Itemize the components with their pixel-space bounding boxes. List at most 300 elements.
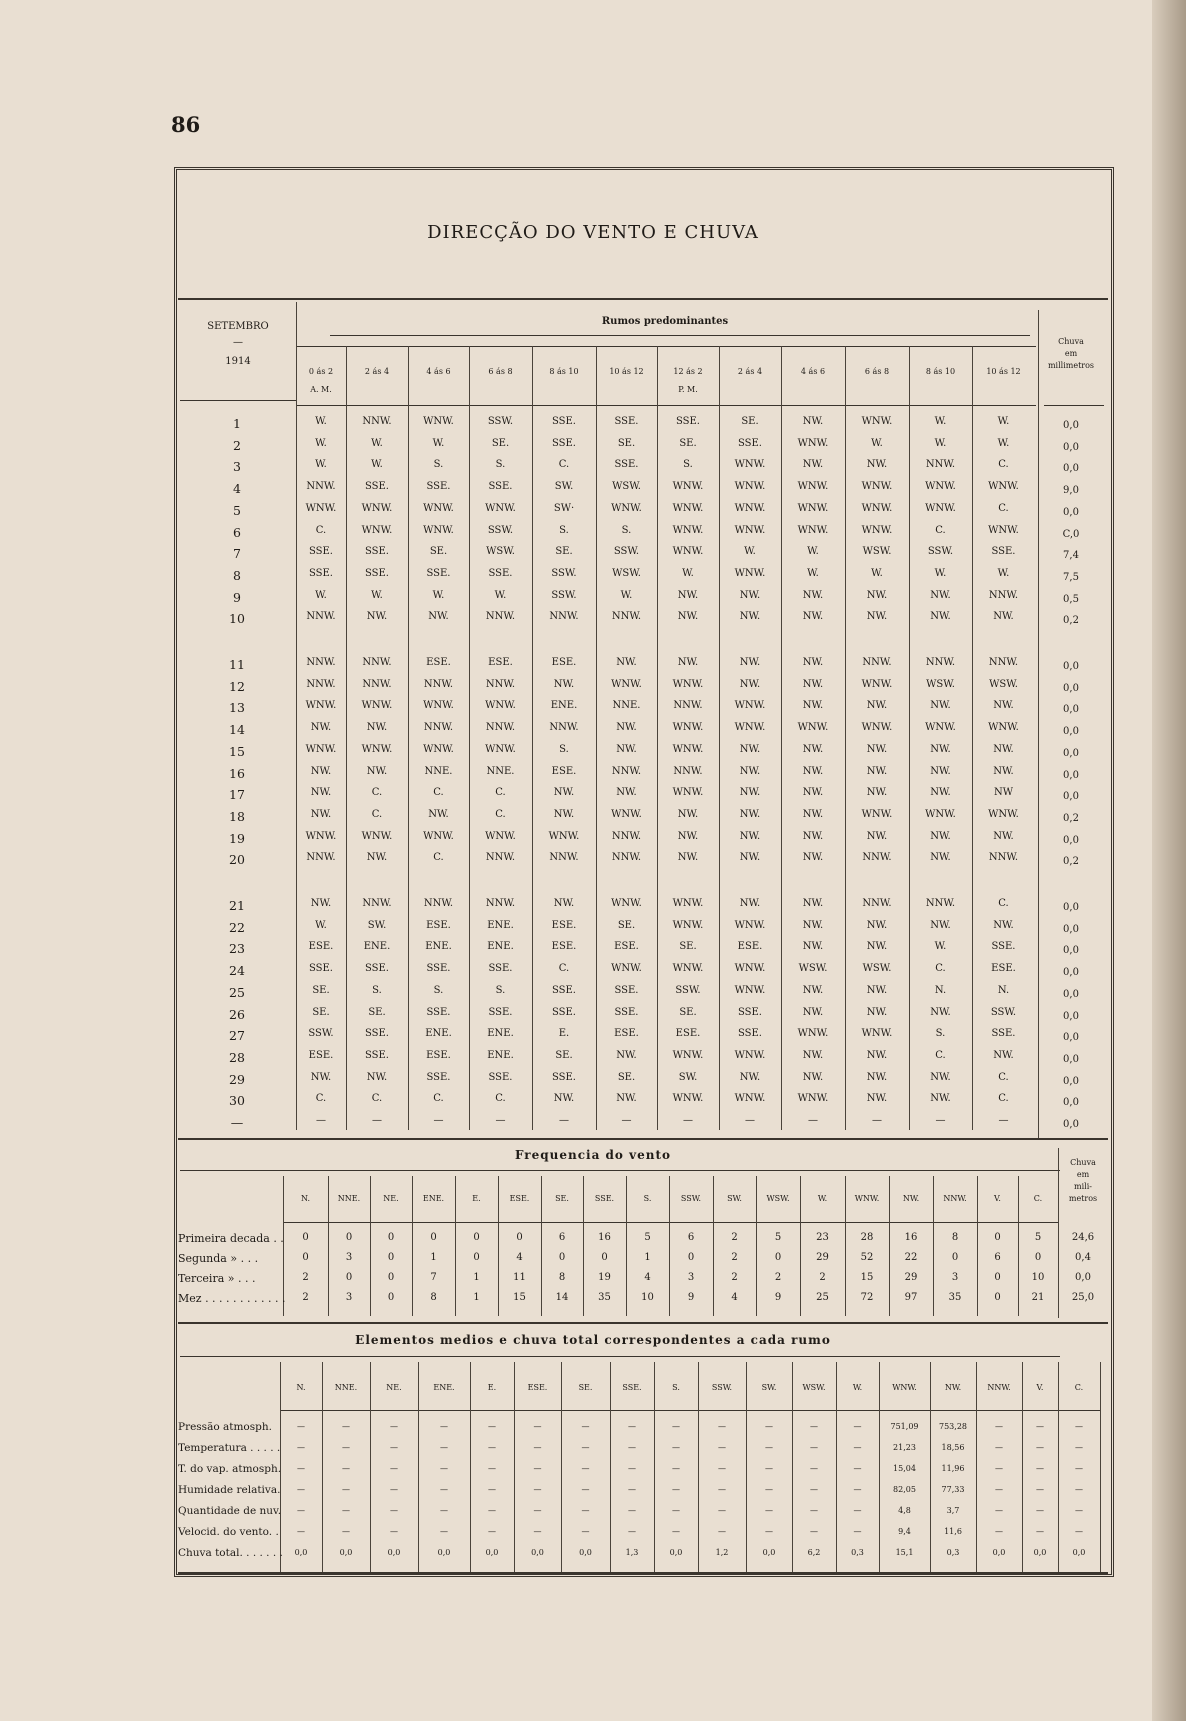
direction-cell: SSE. — [364, 481, 389, 493]
frequency-cell: 72 — [860, 1292, 874, 1303]
direction-cell: WNW. — [423, 524, 454, 536]
day-cell: 23 — [229, 941, 245, 957]
elements-cell: — — [810, 1443, 818, 1452]
direction-cell: NNW. — [611, 611, 642, 623]
direction-cell: NW. — [866, 830, 888, 842]
day-cell: 3 — [233, 459, 241, 475]
frequency-column-header: WNW. — [854, 1194, 880, 1203]
frequency-cell: 4 — [731, 1292, 738, 1303]
elements-cell: 0,0 — [762, 1548, 776, 1557]
direction-cell: W. — [871, 567, 883, 579]
elements-cell: — — [672, 1506, 680, 1515]
elements-cell: 82,05 — [893, 1485, 916, 1494]
direction-cell: C. — [315, 1093, 327, 1105]
day-cell: — — [230, 1115, 244, 1130]
direction-cell: NNW. — [988, 852, 1019, 864]
direction-cell: NW. — [930, 1071, 951, 1083]
direction-cell: N. — [997, 984, 1010, 996]
frequency-cell: 0 — [387, 1292, 395, 1303]
elements-cell: — — [488, 1506, 496, 1515]
direction-cell: SSE. — [364, 1028, 389, 1040]
direction-cell: SE. — [429, 546, 448, 558]
direction-cell: SSE. — [675, 416, 700, 427]
day-cell: 27 — [229, 1028, 245, 1044]
direction-cell: WNW. — [611, 963, 642, 975]
elements-cell: — — [440, 1443, 448, 1452]
day-cell: 13 — [229, 700, 245, 716]
frequency-cell: 16 — [904, 1232, 918, 1243]
direction-cell: NW. — [930, 611, 951, 623]
day-cell: 21 — [229, 898, 245, 913]
direction-cell: WNW. — [485, 830, 516, 842]
elements-cell: 77,33 — [941, 1485, 965, 1494]
direction-cell: W. — [371, 459, 383, 471]
elements-cell: — — [672, 1527, 680, 1536]
rain-column-rule — [1038, 310, 1039, 1138]
frequency-rain-cell: 25,0 — [1071, 1292, 1095, 1303]
elements-cell: — — [718, 1443, 726, 1452]
direction-cell: NNW. — [549, 722, 579, 734]
direction-cell: WNW. — [361, 743, 393, 755]
period-header: 0 ás 2 — [308, 367, 334, 376]
direction-cell: SE. — [555, 546, 573, 558]
elements-cell: — — [765, 1443, 773, 1452]
day-cell: 9 — [233, 589, 241, 605]
frequency-cell: 16 — [598, 1232, 611, 1243]
day-cell: 11 — [229, 657, 245, 672]
direction-cell: SSE. — [488, 567, 513, 579]
direction-cell: NW. — [930, 589, 951, 601]
day-cell: 20 — [229, 852, 245, 868]
frequency-cell: 10 — [1031, 1272, 1045, 1283]
elements-column-header: NW. — [944, 1383, 962, 1392]
elements-cell: — — [440, 1464, 448, 1473]
direction-cell: NW. — [677, 852, 699, 864]
elements-cell: — — [853, 1527, 862, 1536]
frequency-cell: 3 — [687, 1272, 695, 1283]
frequency-cell: 8 — [430, 1292, 437, 1303]
elements-column-header: NNW. — [987, 1383, 1011, 1392]
frequency-cell: 2 — [819, 1272, 826, 1283]
direction-cell: — — [372, 1115, 382, 1126]
elements-cell: 0,0 — [669, 1548, 683, 1557]
frequency-cell: 1 — [473, 1272, 480, 1283]
direction-cell: — — [621, 1115, 632, 1126]
direction-cell: — — [808, 1115, 818, 1126]
direction-cell: WNW. — [305, 700, 337, 712]
day-cell: 6 — [233, 524, 241, 540]
direction-cell: NNW. — [485, 852, 516, 864]
direction-cell: ESE. — [426, 657, 451, 668]
direction-cell: WNW. — [734, 567, 766, 579]
elements-cell: 21,23 — [893, 1443, 916, 1452]
rain-cell: 0,0 — [1063, 506, 1079, 518]
period-header: 10 ás 12 — [609, 367, 644, 376]
direction-cell: C. — [998, 1093, 1009, 1105]
direction-cell: W. — [315, 589, 327, 601]
direction-cell: NNW. — [306, 611, 336, 623]
rain-cell: 0,0 — [1063, 747, 1079, 759]
direction-cell: W. — [997, 567, 1010, 579]
frequency-cell: 6 — [558, 1232, 566, 1243]
direction-cell: WNW. — [672, 502, 704, 514]
direction-cell: NW. — [802, 657, 824, 668]
direction-cell: WNW. — [988, 481, 1019, 493]
direction-cell: NW. — [866, 1006, 888, 1018]
elements-cell: — — [628, 1506, 636, 1515]
period-header: 8 ás 10 — [549, 367, 579, 376]
elements-row-label: Temperatura . . . . . — [178, 1442, 281, 1454]
direction-cell: NW. — [616, 657, 637, 668]
direction-cell: WSW. — [612, 481, 641, 493]
direction-cell: NW. — [739, 830, 761, 842]
column-rule — [781, 346, 782, 1130]
rain-cell: 0,0 — [1063, 1010, 1079, 1022]
elements-row-label: Velocid. do vento. . — [178, 1526, 279, 1538]
direction-cell: WNW. — [734, 700, 766, 712]
period-header: 10 ás 12 — [986, 367, 1021, 376]
direction-cell: W. — [315, 919, 327, 931]
direction-cell: ENE. — [550, 700, 578, 712]
direction-cell: NW. — [993, 919, 1014, 931]
group-rule — [330, 335, 1030, 336]
direction-cell: NW. — [802, 765, 824, 777]
frequency-cell: 0 — [387, 1252, 395, 1263]
elements-cell: — — [628, 1527, 636, 1536]
frequency-cell: 28 — [860, 1232, 874, 1243]
direction-cell: SSE. — [991, 941, 1016, 953]
direction-cell: W. — [807, 567, 819, 579]
direction-cell: WNW. — [988, 524, 1019, 536]
elements-cell: — — [995, 1443, 1003, 1452]
frequency-cell: 0 — [951, 1252, 959, 1263]
day-cell: 28 — [229, 1049, 245, 1065]
direction-cell: — — [316, 1115, 326, 1126]
elements-cell: — — [342, 1422, 350, 1431]
direction-cell: W. — [371, 589, 383, 601]
elements-cell: — — [533, 1527, 542, 1536]
direction-cell: C. — [935, 524, 946, 536]
elements-cell: — — [810, 1422, 818, 1431]
elements-cell: — — [628, 1464, 636, 1473]
frequency-row-label: Segunda » . . . — [178, 1252, 259, 1265]
direction-cell: NNW. — [485, 678, 516, 690]
direction-cell: NW. — [930, 787, 951, 799]
direction-cell: C. — [998, 1071, 1009, 1083]
column-rule — [845, 1176, 846, 1316]
direction-cell: C. — [495, 808, 506, 820]
elements-cell: — — [853, 1506, 862, 1515]
direction-cell: S. — [372, 984, 382, 996]
direction-cell: NNW. — [362, 898, 392, 909]
frequency-cell: 6 — [687, 1232, 695, 1243]
direction-cell: NW. — [366, 611, 388, 623]
frequency-header-rule — [283, 1222, 1059, 1223]
direction-cell: SSE. — [426, 567, 451, 579]
direction-cell: NNW. — [423, 722, 454, 734]
direction-cell: NNW. — [306, 678, 336, 690]
elements-cell: 0,0 — [387, 1548, 401, 1557]
elements-column-header: WNW. — [892, 1383, 917, 1392]
direction-cell: — — [495, 1115, 506, 1126]
frequency-column-header: W. — [817, 1194, 828, 1203]
direction-cell: NW. — [310, 787, 332, 799]
frequency-cell: 97 — [904, 1292, 918, 1303]
frequency-cell: 6 — [994, 1252, 1001, 1263]
direction-cell: WNW. — [734, 459, 766, 471]
direction-cell: W. — [315, 459, 327, 471]
elements-cell: 4,8 — [898, 1506, 911, 1515]
frequency-cell: 3 — [345, 1292, 353, 1303]
elements-cell: — — [995, 1422, 1003, 1431]
direction-cell: NNW. — [306, 852, 336, 864]
elements-cell: 6,2 — [807, 1548, 821, 1557]
direction-cell: SSW. — [613, 546, 640, 558]
direction-cell: WNW. — [611, 678, 642, 690]
elements-cell: — — [628, 1422, 636, 1431]
direction-cell: SW. — [678, 1071, 698, 1083]
frequency-cell: 52 — [860, 1252, 874, 1263]
direction-cell: NNW. — [549, 852, 579, 864]
direction-cell: NW. — [310, 898, 332, 909]
direction-cell: C. — [935, 1049, 946, 1061]
elements-cell: — — [718, 1485, 726, 1494]
elements-cell: — — [581, 1443, 590, 1452]
direction-cell: WNW. — [361, 502, 393, 514]
frequency-cell: 2 — [302, 1272, 309, 1283]
direction-cell: NNW. — [925, 459, 956, 471]
direction-cell: SSE. — [551, 416, 576, 427]
rain-cell: 0,0 — [1063, 463, 1079, 475]
direction-cell: ESE. — [737, 941, 763, 953]
direction-cell: ESE. — [488, 657, 513, 668]
day-cell: 26 — [229, 1006, 245, 1022]
direction-cell: WNW. — [861, 481, 893, 493]
frequency-cell: 3 — [345, 1252, 353, 1263]
direction-cell: WNW. — [734, 722, 766, 734]
direction-cell: WNW. — [672, 919, 704, 931]
frequency-cell: 25 — [816, 1292, 829, 1303]
direction-cell: WNW. — [734, 502, 766, 514]
direction-cell: NW. — [802, 898, 824, 909]
direction-cell: NW. — [739, 1071, 761, 1083]
frequency-column-header: C. — [1033, 1194, 1043, 1203]
direction-cell: NW. — [428, 611, 449, 623]
elements-cell: — — [390, 1422, 398, 1431]
direction-cell: SSE. — [488, 481, 513, 493]
direction-cell: WNW. — [672, 898, 704, 909]
elements-cell: — — [440, 1506, 448, 1515]
frequency-title-rule — [180, 1170, 1060, 1171]
elements-cell: — — [765, 1422, 773, 1431]
elements-cell: — — [440, 1422, 448, 1431]
direction-cell: ESE. — [551, 919, 577, 931]
direction-cell: NW. — [993, 1049, 1014, 1061]
column-rule — [532, 346, 533, 1130]
period-header: 6 ás 8 — [488, 367, 513, 376]
direction-cell: WNW. — [988, 722, 1019, 734]
direction-cell: NNW. — [862, 657, 892, 668]
elements-column-header: SW. — [761, 1383, 777, 1392]
direction-cell: S. — [559, 743, 569, 755]
frequency-cell: 0 — [302, 1232, 309, 1243]
direction-cell: W. — [315, 437, 327, 449]
page-edge-shadow — [1152, 0, 1186, 1721]
direction-cell: NNW. — [611, 765, 642, 777]
direction-cell: WNW. — [485, 502, 516, 514]
direction-cell: SSE. — [614, 984, 639, 996]
frequency-column-header: V. — [994, 1194, 1001, 1203]
page-title: DIRECÇÃO DO VENTO E CHUVA — [427, 222, 759, 243]
frequency-column-header: SW. — [727, 1194, 742, 1203]
direction-cell: NNE. — [486, 765, 515, 777]
direction-cell: NNW. — [423, 678, 454, 690]
elements-cell: 0,0 — [1072, 1548, 1086, 1557]
elements-cell: — — [297, 1485, 305, 1494]
rain-cell: 0,0 — [1063, 1097, 1079, 1109]
elements-cell: 0,3 — [851, 1548, 864, 1557]
direction-cell: NW. — [802, 941, 824, 953]
frequency-rain-header: Chuva — [1070, 1158, 1096, 1167]
direction-cell: SSW. — [551, 589, 577, 601]
period-header: 4 ás 6 — [800, 367, 826, 376]
elements-cell: — — [672, 1422, 680, 1431]
direction-cell: NW. — [366, 852, 388, 864]
direction-cell: NW. — [866, 984, 888, 996]
elements-cell: — — [853, 1443, 862, 1452]
elements-cell: — — [672, 1443, 680, 1452]
direction-cell: WNW. — [672, 524, 704, 536]
elements-cell: — — [853, 1464, 862, 1473]
elements-cell: — — [718, 1527, 726, 1536]
rain-cell: 0,0 — [1063, 1032, 1079, 1044]
direction-cell: WNW. — [672, 787, 704, 799]
direction-cell: WNW. — [925, 722, 956, 734]
direction-cell: NW. — [616, 1093, 637, 1105]
elements-cell: 18,56 — [941, 1443, 965, 1452]
direction-cell: C. — [935, 963, 946, 975]
direction-cell: NW. — [739, 611, 761, 623]
direction-cell: WNW. — [861, 502, 893, 514]
direction-cell: WNW. — [925, 808, 956, 820]
direction-cell: ENE. — [487, 1049, 514, 1061]
rain-cell: 0,0 — [1063, 1119, 1079, 1130]
period-header: 6 ás 8 — [864, 367, 890, 376]
frequency-row-label: Mez . . . . . . . . . . . . — [178, 1292, 286, 1305]
frequency-cell: 0 — [473, 1252, 480, 1263]
elements-cell: — — [533, 1443, 542, 1452]
direction-cell: WNW. — [485, 743, 516, 755]
frequency-cell: 5 — [1034, 1232, 1042, 1243]
rain-header-bottom — [1044, 405, 1104, 406]
direction-cell: WNW. — [734, 963, 766, 975]
elements-cell: — — [342, 1485, 350, 1494]
elements-cell: — — [1036, 1464, 1044, 1473]
direction-cell: NW. — [677, 808, 699, 820]
elements-cell: — — [1036, 1443, 1044, 1452]
frequency-cell: 0 — [994, 1292, 1001, 1303]
direction-cell: WSW. — [926, 678, 955, 690]
rain-cell: 0,0 — [1063, 441, 1079, 453]
direction-cell: NNW. — [611, 830, 642, 842]
elements-cell: — — [342, 1527, 350, 1536]
direction-cell: NW. — [366, 1071, 388, 1083]
frequency-cell: 35 — [948, 1292, 962, 1303]
elements-cell: — — [342, 1506, 350, 1515]
direction-cell: WNW. — [485, 700, 516, 712]
frequency-row-label: Primeira decada . . — [178, 1232, 284, 1245]
direction-cell: WNW. — [672, 481, 704, 493]
frequency-cell: 11 — [513, 1272, 526, 1283]
wind-table-bottom — [178, 1138, 1108, 1140]
elements-cell: — — [853, 1485, 862, 1494]
direction-cell: NW. — [866, 611, 888, 623]
frequency-cell: 2 — [731, 1232, 738, 1243]
direction-cell: SSE. — [426, 963, 451, 975]
frequency-cell: 29 — [816, 1252, 829, 1263]
frequency-column-header: ESE. — [509, 1194, 530, 1203]
direction-cell: NW. — [616, 1049, 637, 1061]
year-header: 1914 — [225, 356, 251, 367]
elements-column-header: S. — [672, 1383, 680, 1392]
frequency-cell: 15 — [513, 1292, 526, 1303]
direction-cell: NNE. — [612, 700, 641, 712]
day-cell: 24 — [229, 963, 245, 979]
rain-header: Chuva — [1058, 337, 1084, 346]
direction-cell: SSW. — [675, 984, 701, 996]
direction-cell: W. — [934, 567, 947, 579]
elements-cell: — — [765, 1527, 773, 1536]
elements-title: Elementos medios e chuva total correspondentes a cada rumo — [355, 1333, 831, 1347]
direction-cell: SSE. — [737, 437, 762, 449]
direction-cell: NW. — [802, 1006, 824, 1018]
direction-cell: NW. — [802, 589, 824, 601]
direction-cell: W. — [934, 941, 947, 953]
direction-cell: C. — [315, 524, 327, 536]
direction-cell: C. — [558, 459, 570, 471]
direction-cell: SE. — [312, 984, 330, 996]
elements-cell: — — [765, 1464, 773, 1473]
direction-cell: WNW. — [672, 1049, 704, 1061]
direction-cell: ENE. — [425, 1028, 452, 1040]
direction-cell: WNW. — [611, 502, 642, 514]
frequency-cell: 5 — [774, 1232, 782, 1243]
frequency-table-bottom — [178, 1322, 1108, 1324]
direction-cell: NNW. — [925, 657, 956, 668]
direction-cell: SSW. — [990, 1006, 1017, 1018]
frequency-cell: 15 — [860, 1272, 874, 1283]
direction-cell: NW. — [739, 678, 761, 690]
frequency-rain-cell: 0,4 — [1075, 1252, 1091, 1263]
elements-cell: — — [1036, 1527, 1044, 1536]
frequency-cell: 1 — [430, 1252, 437, 1263]
direction-cell: — — [559, 1115, 569, 1126]
direction-cell: SSE. — [308, 963, 333, 975]
elements-column-header: SSE. — [622, 1383, 642, 1392]
elements-row-label: Pressão atmosph. — [178, 1421, 272, 1433]
direction-cell: NW. — [866, 1071, 888, 1083]
direction-cell: SSE. — [364, 963, 389, 975]
direction-cell: WNW. — [797, 437, 829, 449]
frequency-cell: 0 — [994, 1232, 1001, 1243]
direction-cell: — — [433, 1115, 444, 1126]
frequency-column-header: N. — [300, 1194, 311, 1203]
direction-cell: WNW. — [797, 481, 829, 493]
direction-cell: NNW. — [862, 898, 892, 909]
direction-cell: NW. — [802, 1071, 824, 1083]
direction-cell: ESE. — [614, 1028, 639, 1040]
elements-cell: 0,0 — [579, 1548, 592, 1557]
